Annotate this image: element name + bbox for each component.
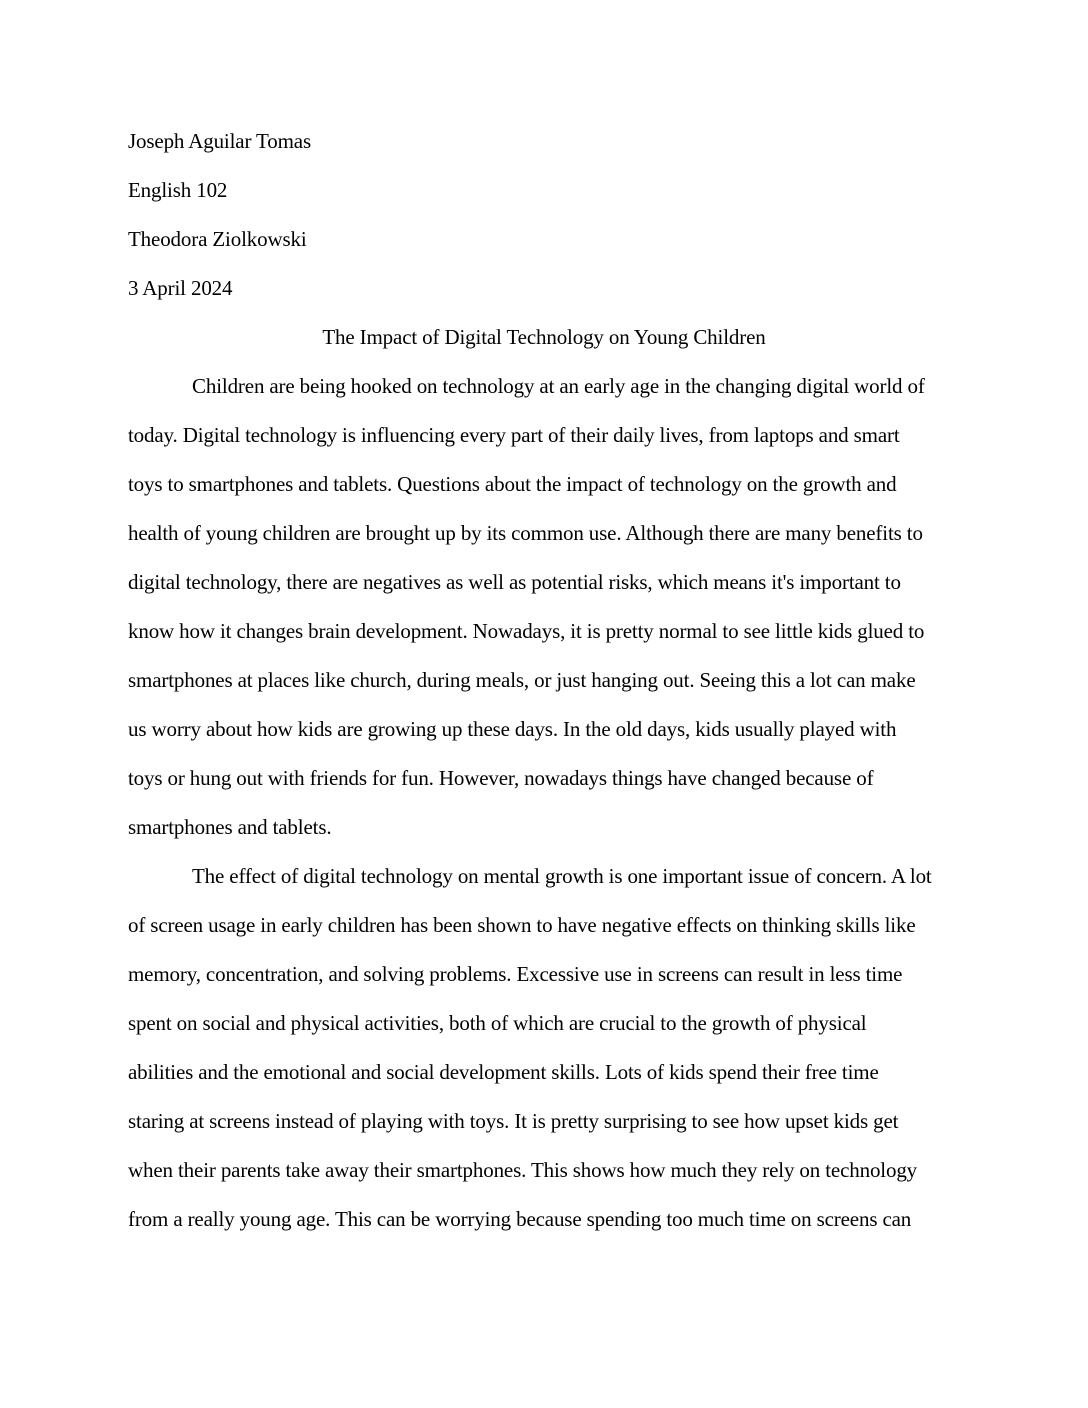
header-student-name: Joseph Aguilar Tomas [128,129,311,153]
paragraph-line: The effect of digital technology on mental growth is one important issue of concern. A lot [192,864,932,888]
header-instructor: Theodora Ziolkowski [128,227,307,251]
paragraph-line: know how it changes brain development. Nowadays, it is pretty normal to see little kids glued to [128,619,925,643]
paragraph-line: digital technology, there are negatives as well as potential risks, which means it's important to [128,570,901,594]
paragraph-line: when their parents take away their smartphones. This shows how much they rely on technology [128,1158,918,1182]
essay-title: The Impact of Digital Technology on Young Children [322,325,766,349]
paragraph-line: smartphones and tablets. [128,815,332,839]
paragraph-line: toys to smartphones and tablets. Questions about the impact of technology on the growth and [128,472,897,496]
paragraph-line: smartphones at places like church, during meals, or just hanging out. Seeing this a lot can make [128,668,916,692]
paragraph-line: staring at screens instead of playing with toys. It is pretty surprising to see how upset kids get [128,1109,899,1133]
paragraph-line: today. Digital technology is influencing every part of their daily lives, from laptops and smart [128,423,900,447]
paragraph-line: spent on social and physical activities, both of which are crucial to the growth of physical [128,1011,867,1035]
paragraph-line: health of young children are brought up by its common use. Although there are many benefits to [128,521,923,545]
paragraph-line: toys or hung out with friends for fun. However, nowadays things have changed because of [128,766,874,790]
paragraph-line: of screen usage in early children has been shown to have negative effects on thinking skills like [128,913,916,937]
paragraph-line: memory, concentration, and solving problems. Excessive use in screens can result in less time [128,962,903,986]
paragraph-line: abilities and the emotional and social development skills. Lots of kids spend their free time [128,1060,879,1084]
header-date: 3 April 2024 [128,276,233,300]
paragraph-line: us worry about how kids are growing up these days. In the old days, kids usually played with [128,717,897,741]
paragraph-line: Children are being hooked on technology at an early age in the changing digital world of [192,374,925,398]
header-course: English 102 [128,178,228,202]
paragraph-line: from a really young age. This can be worrying because spending too much time on screens can [128,1207,912,1231]
